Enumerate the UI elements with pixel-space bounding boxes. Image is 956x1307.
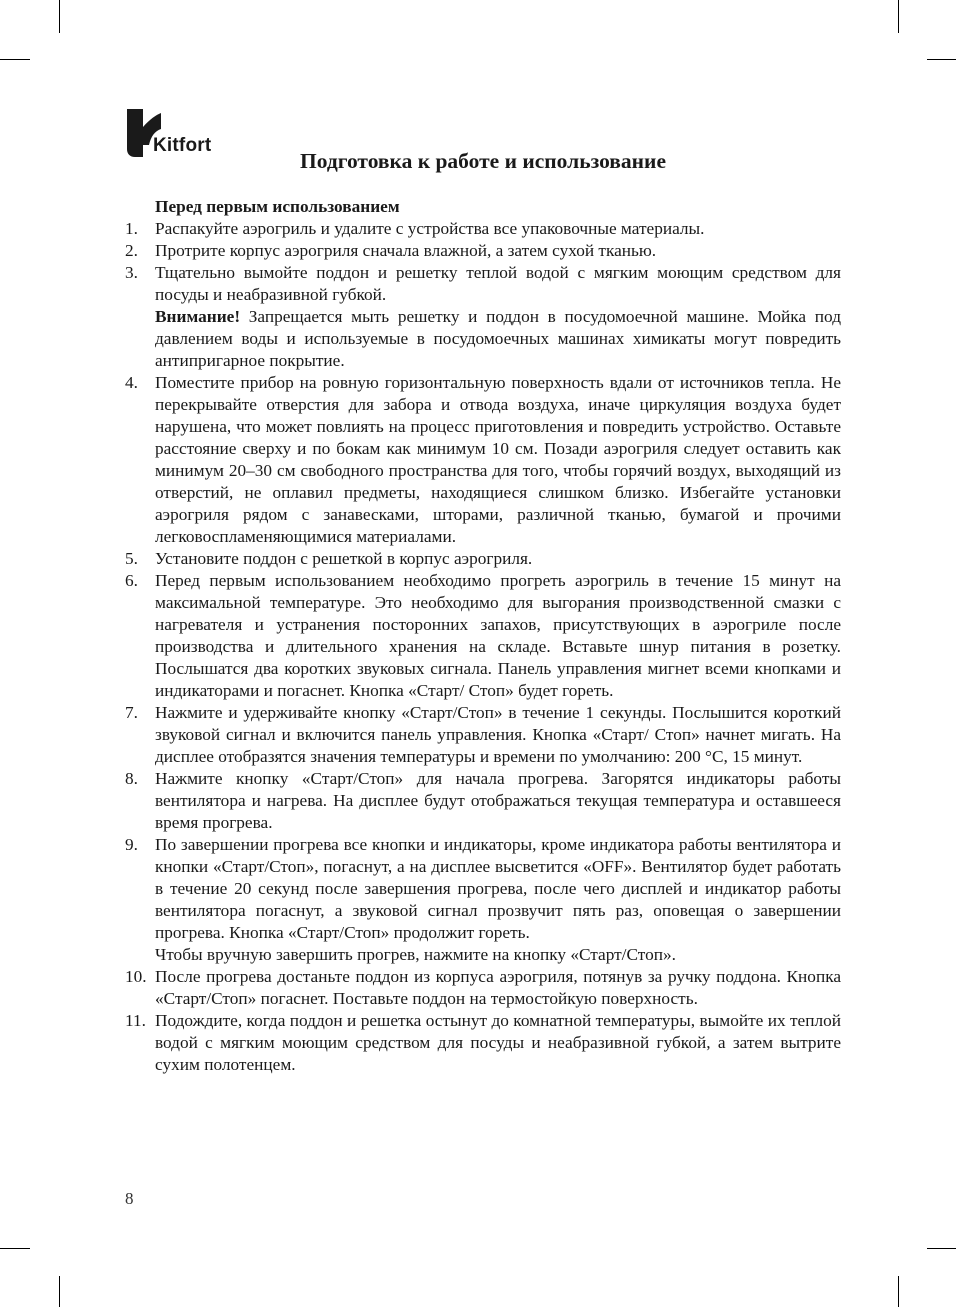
- crop-mark: [927, 1248, 956, 1249]
- list-item: [125, 218, 841, 240]
- list-item-number: 9.: [125, 835, 138, 854]
- list-item-paragraph: [155, 262, 841, 306]
- document-body: [125, 196, 841, 1076]
- instruction-list: [125, 218, 841, 1076]
- paragraph-text: Нажмите кнопку «Старт/Стоп» для начала прогрева. Загорятся индикаторы работы вентилятора и нагрева. На дисплее будут отображаться текущая температура и оставшееся время прогрева.: [155, 769, 841, 832]
- list-item-paragraph: [155, 944, 841, 966]
- list-item-paragraph: [155, 966, 841, 1010]
- list-item-number: 5.: [125, 549, 138, 568]
- page-title: Подготовка к работе и использование: [300, 149, 666, 173]
- list-item: [125, 702, 841, 768]
- paragraph-text: Поместите прибор на ровную горизонтальную поверхность вдали от источников тепла. Не перекрывайте отверстия для забора и отвода воздуха, иначе циркуляция воздуха будет нарушена, что может повлиять на процесс приготовления и повредить устройство. Оставьте расстояние сверху и по бокам как минимум 10 см. Позади аэрогриля следует оставить как минимум 20–30 см свободного пространства для того, чтобы горячий воздух, выходящий из отверстий, не оплавил предметы, находящиеся слишком близко. Избегайте установки аэрогриля рядом с занавесками, шторами, различной тканью, бумагой и прочими легковоспламеняющимися материалами.: [155, 373, 841, 546]
- list-item: [125, 262, 841, 372]
- list-item-paragraph: [155, 372, 841, 548]
- paragraph-text: Запрещается мыть решетку и поддон в посудомоечной машине. Мойка под давлением воды и используемые в посудомоечных машинах химикаты могут повредить антипригарное покрытие.: [155, 307, 841, 370]
- list-item-number: 11.: [125, 1011, 146, 1030]
- list-item: [125, 372, 841, 548]
- list-item: [125, 966, 841, 1010]
- paragraph-text: Подождите, когда поддон и решетка остынут до комнатной температуры, вымойте их теплой водой с мягким моющим средством для посуды и неабразивной губкой, а затем вытрите сухим полотенцем.: [155, 1011, 841, 1074]
- list-item: [125, 240, 841, 262]
- list-item-number: 7.: [125, 703, 138, 722]
- section-heading: Перед первым использованием: [155, 197, 400, 216]
- list-item: [125, 548, 841, 570]
- paragraph-text: Установите поддон с решеткой в корпус аэрогриля.: [155, 549, 533, 568]
- paragraph-text: Чтобы вручную завершить прогрев, нажмите на кнопку «Старт/Стоп».: [155, 945, 676, 964]
- crop-mark: [898, 1276, 899, 1307]
- crop-mark: [0, 59, 30, 60]
- list-item: [125, 834, 841, 966]
- list-item: [125, 1010, 841, 1076]
- list-item-paragraph: [155, 768, 841, 834]
- list-item-number: 3.: [125, 263, 138, 282]
- list-item-number: 8.: [125, 769, 138, 788]
- list-item-number: 10.: [125, 967, 147, 986]
- crop-mark: [927, 59, 956, 60]
- list-item: [125, 570, 841, 702]
- crop-mark: [898, 0, 899, 33]
- list-item-paragraph: [155, 306, 841, 372]
- paragraph-text: После прогрева достаньте поддон из корпуса аэрогриля, потянув за ручку поддона. Кнопка «Старт/Стоп» погаснет. Поставьте поддон на термостойкую поверхность.: [155, 967, 841, 1008]
- list-item-paragraph: [155, 240, 841, 262]
- crop-mark: [0, 1248, 30, 1249]
- list-item-paragraph: [155, 548, 841, 570]
- list-item-paragraph: [155, 834, 841, 944]
- list-item: [125, 768, 841, 834]
- warning-label: Внимание!: [155, 307, 241, 326]
- list-item-number: 4.: [125, 373, 138, 392]
- paragraph-text: Нажмите и удерживайте кнопку «Старт/Стоп» в течение 1 секунды. Послышится короткий звуковой сигнал и включится панель управления. Кнопка «Старт/ Стоп» начнет мигать. На дисплее отобразятся значения температуры и времени по умолчанию: 200 °C, 15 минут.: [155, 703, 841, 766]
- brand-name: Kitfort: [153, 135, 212, 156]
- list-item-number: 2.: [125, 241, 138, 260]
- list-item-number: 1.: [125, 219, 138, 238]
- crop-mark: [59, 0, 60, 33]
- paragraph-text: Протрите корпус аэрогриля сначала влажной, а затем сухой тканью.: [155, 241, 657, 260]
- paragraph-text: Тщательно вымойте поддон и решетку теплой водой с мягким моющим средством для посуды и неабразивной губкой.: [155, 263, 841, 304]
- list-item-paragraph: [155, 218, 841, 240]
- paragraph-text: По завершении прогрева все кнопки и индикаторы, кроме индикатора работы вентилятора и кнопки «Старт/Стоп», погаснут, а на дисплее высветится «OFF». Вентилятор будет работать в течение 20 секунд после завершения прогрева, после чего дисплей и индикатор работы вентилятора погаснут, а звуковой сигнал прозвучит пять раз, оповещая о завершении прогрева. Кнопка «Старт/Стоп» продолжит гореть.: [155, 835, 841, 942]
- list-item-number: 6.: [125, 571, 138, 590]
- page-number: 8: [125, 1189, 134, 1208]
- paragraph-text: Перед первым использованием необходимо прогреть аэрогриль в течение 15 минут на максимальной температуре. Это необходимо для выгорания производственной смазки с нагревателя и устранения посторонних запахов, присутствующих в аэрогриле после производства и длительного хранения на складе. Вставьте шнур питания в розетку. Послышатся два коротких звуковых сигнала. Панель управления мигнет всеми кнопками и индикаторами и погаснет. Кнопка «Старт/ Стоп» будет гореть.: [155, 571, 841, 700]
- list-item-paragraph: [155, 1010, 841, 1076]
- list-item-paragraph: [155, 570, 841, 702]
- crop-mark: [59, 1276, 60, 1307]
- list-item-paragraph: [155, 702, 841, 768]
- paragraph-text: Распакуйте аэрогриль и удалите с устройства все упаковочные материалы.: [155, 219, 705, 238]
